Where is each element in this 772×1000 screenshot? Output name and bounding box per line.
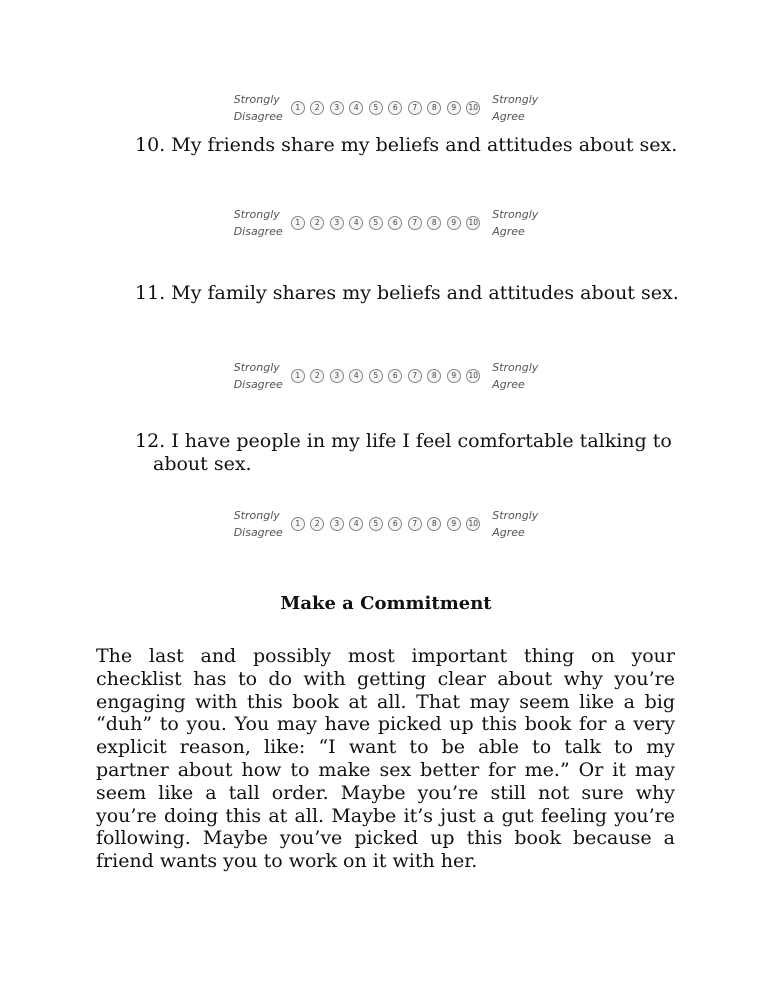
rating-circle-1: 1 bbox=[291, 216, 305, 230]
rating-circle-8: 8 bbox=[427, 517, 441, 531]
rating-circle-10: 10 bbox=[466, 101, 480, 115]
rating-circle-9: 9 bbox=[447, 101, 461, 115]
scale-left-label: Strongly Disagree bbox=[233, 361, 283, 391]
rating-circle-7: 7 bbox=[408, 216, 422, 230]
rating-circle-4: 4 bbox=[349, 517, 363, 531]
rating-scale-q12 bbox=[0, 507, 772, 541]
rating-circle-8: 8 bbox=[427, 101, 441, 115]
rating-circle-5: 5 bbox=[369, 101, 383, 115]
scale-right-label: Strongly Agree bbox=[492, 208, 539, 238]
rating-circle-4: 4 bbox=[349, 369, 363, 383]
rating-circle-9: 9 bbox=[447, 216, 461, 230]
rating-circle-6: 6 bbox=[388, 101, 402, 115]
rating-circle-9: 9 bbox=[447, 517, 461, 531]
scale-left-label: Strongly Disagree bbox=[233, 509, 283, 539]
scale-circles bbox=[291, 101, 481, 115]
rating-circle-1: 1 bbox=[291, 101, 305, 115]
rating-circle-10: 10 bbox=[466, 216, 480, 230]
scale-right-label: Strongly Agree bbox=[492, 509, 539, 539]
rating-circle-10: 10 bbox=[466, 517, 480, 531]
scale-right-label: Strongly Agree bbox=[492, 361, 539, 391]
question-10: 10. My friends share my beliefs and attitudes about sex. bbox=[135, 134, 678, 156]
rating-circle-7: 7 bbox=[408, 101, 422, 115]
rating-circle-6: 6 bbox=[388, 369, 402, 383]
scale-circles bbox=[291, 517, 481, 531]
scale-left-label: Strongly Disagree bbox=[233, 93, 283, 123]
rating-circle-5: 5 bbox=[369, 517, 383, 531]
question-11: 11. My family shares my beliefs and attitudes about sex. bbox=[135, 282, 679, 304]
rating-circle-2: 2 bbox=[310, 517, 324, 531]
rating-circle-3: 3 bbox=[330, 369, 344, 383]
rating-scale-q10 bbox=[0, 206, 772, 240]
rating-circle-2: 2 bbox=[310, 216, 324, 230]
rating-scale-q11 bbox=[0, 359, 772, 393]
rating-circle-1: 1 bbox=[291, 517, 305, 531]
scale-right-label: Strongly Agree bbox=[492, 93, 539, 123]
rating-circle-10: 10 bbox=[466, 369, 480, 383]
scale-circles bbox=[291, 369, 481, 383]
rating-circle-3: 3 bbox=[330, 216, 344, 230]
rating-circle-2: 2 bbox=[310, 369, 324, 383]
rating-circle-8: 8 bbox=[427, 216, 441, 230]
rating-circle-7: 7 bbox=[408, 369, 422, 383]
rating-circle-8: 8 bbox=[427, 369, 441, 383]
scale-left-label: Strongly Disagree bbox=[233, 208, 283, 238]
body-paragraph: The last and possibly most important thing on your checklist has to do with getting clear about why you’re engaging with this book at all. That may seem like a big “duh” to you. You may have picked up this book for a very explicit reason, like: “I want to be able to talk to my partner about how to make sex better for me.” Or it may seem like a tall order. Maybe you’re still not sure why you’re doing this at all. Maybe it’s just a gut feeling you’re following. Maybe you’ve picked up this book because a friend wants you to work on it with her. bbox=[96, 645, 675, 873]
rating-circle-6: 6 bbox=[388, 216, 402, 230]
rating-circle-3: 3 bbox=[330, 517, 344, 531]
rating-circle-2: 2 bbox=[310, 101, 324, 115]
rating-circle-4: 4 bbox=[349, 216, 363, 230]
rating-circle-4: 4 bbox=[349, 101, 363, 115]
rating-circle-9: 9 bbox=[447, 369, 461, 383]
scale-circles bbox=[291, 216, 481, 230]
section-heading: Make a Commitment bbox=[280, 593, 492, 614]
rating-circle-5: 5 bbox=[369, 216, 383, 230]
rating-scale-q9 bbox=[0, 91, 772, 125]
rating-circle-1: 1 bbox=[291, 369, 305, 383]
question-12: 12. I have people in my life I feel comfortable talking to about sex. bbox=[135, 430, 672, 475]
rating-circle-5: 5 bbox=[369, 369, 383, 383]
rating-circle-6: 6 bbox=[388, 517, 402, 531]
rating-circle-3: 3 bbox=[330, 101, 344, 115]
rating-circle-7: 7 bbox=[408, 517, 422, 531]
